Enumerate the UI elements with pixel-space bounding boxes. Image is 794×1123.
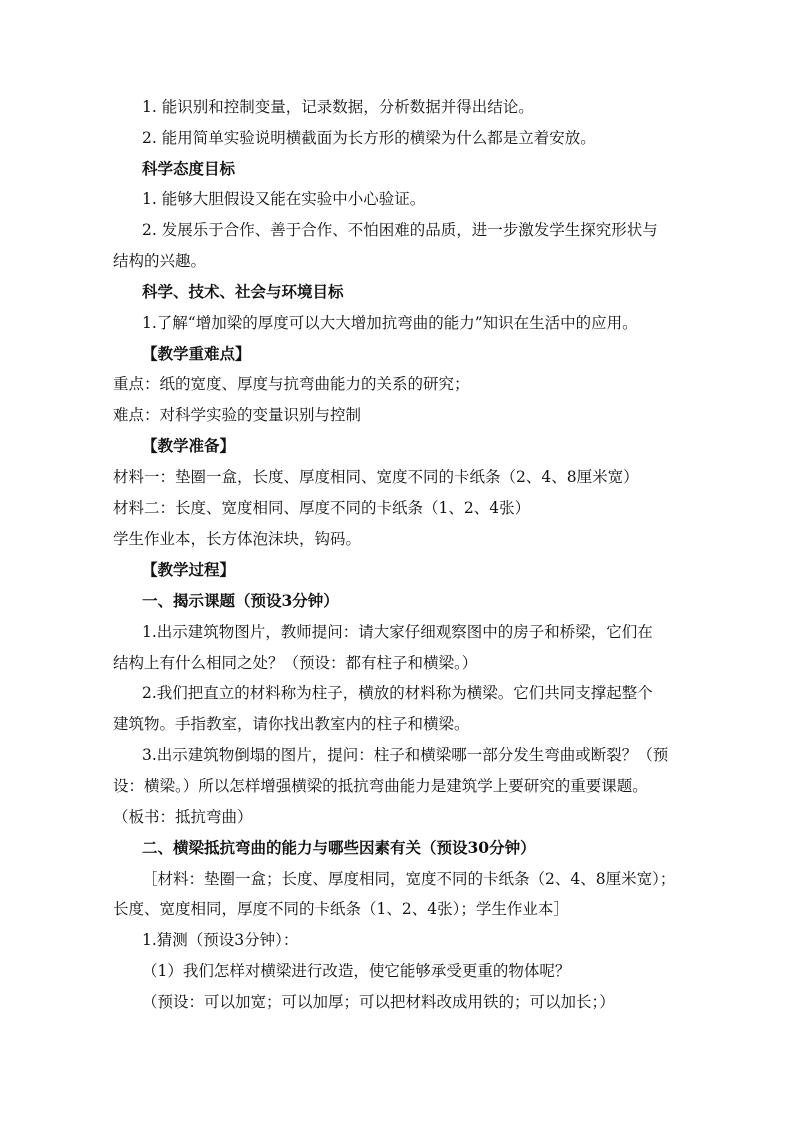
text-line-content: 1.出示建筑物图片，教师提问：请大家仔细观察图中的房子和桥梁，它们在	[142, 623, 653, 641]
text-line-content: 重点：纸的宽度、厚度与抗弯曲能力的关系的研究；	[113, 375, 470, 393]
text-line-content: 科学、技术、社会与环境目标	[142, 282, 344, 301]
text-line-l07	[0, 282, 794, 302]
text-line-content: 材料一：垫圈一盒，长度、厚度相同、宽度不同的卡纸条（2、4、8厘米宽）	[113, 468, 639, 486]
text-line-l04	[0, 189, 794, 209]
text-line-content: （预设：可以加宽；可以加厚；可以把材料改成用铁的；可以加长；）	[142, 993, 615, 1011]
text-line-l06	[0, 251, 794, 271]
text-line-l09	[0, 344, 794, 364]
text-line-content: 1. 能识别和控制变量，记录数据，分析数据并得出结论。	[142, 98, 534, 116]
text-line-content: 设：横梁。）所以怎样增强横梁的抵抗弯曲能力是建筑学上要研究的重要课题。	[113, 777, 648, 795]
text-line-content: 【教学准备】	[142, 436, 236, 455]
text-line-content: 二、横梁抵抗弯曲的能力与哪些因素有关（预设30分钟）	[142, 838, 536, 857]
text-line-l22	[0, 745, 794, 765]
text-line-l01	[0, 97, 794, 117]
text-line-l14	[0, 498, 794, 518]
text-line-l05	[0, 220, 794, 240]
text-line-content: 【教学过程】	[142, 560, 236, 579]
text-line-l03	[0, 159, 794, 179]
text-line-content: （1）我们怎样对横梁进行改造，使它能够承受更重的物体呢？	[142, 962, 571, 980]
text-line-content: 一、揭示课题（预设3分钟）	[142, 591, 339, 610]
text-line-l19	[0, 653, 794, 673]
text-line-content: 2. 发展乐于合作、善于合作、不怕困难的品质，进一步激发学生探究形状与	[142, 221, 658, 239]
text-line-content: （板书：抵抗弯曲）	[113, 808, 253, 826]
text-line-l18	[0, 622, 794, 642]
text-line-l12	[0, 436, 794, 456]
text-line-content: 科学态度目标	[142, 159, 236, 178]
text-line-l08	[0, 313, 794, 333]
text-line-content: 难点：对科学实验的变量识别与控制	[113, 406, 362, 424]
text-line-content: 3.出示建筑物倒塌的图片，提问：柱子和横梁哪一部分发生弯曲或断裂？（预	[142, 746, 669, 764]
text-line-l20	[0, 683, 794, 703]
text-line-content: 1.了解“增加梁的厚度可以大大增加抗弯曲的能力”知识在生活中的应用。	[142, 314, 638, 332]
text-line-l29	[0, 961, 794, 981]
text-line-content: 2. 能用简单实验说明横截面为长方形的横梁为什么都是立着安放。	[142, 129, 596, 147]
text-line-l27	[0, 899, 794, 919]
text-line-l15	[0, 529, 794, 549]
text-line-content: 学生作业本，长方体泡沫块，钩码。	[113, 530, 362, 548]
text-line-l26	[0, 869, 794, 889]
text-line-content: 1.猜测（预设3分钟）：	[142, 931, 299, 949]
text-line-l25	[0, 838, 794, 858]
text-line-l28	[0, 930, 794, 950]
text-line-l23	[0, 776, 794, 796]
text-line-l24	[0, 807, 794, 827]
text-line-l16	[0, 560, 794, 580]
text-line-l10	[0, 374, 794, 394]
text-line-l17	[0, 591, 794, 611]
text-line-content: 结构的兴趣。	[113, 252, 207, 270]
text-line-content: 建筑物。手指教室，请你找出教室内的柱子和横梁。	[113, 715, 470, 733]
text-line-content: 结构上有什么相同之处？（预设：都有柱子和横梁。）	[113, 654, 478, 672]
text-line-l30	[0, 992, 794, 1012]
text-line-l11	[0, 405, 794, 425]
text-line-content: 长度、宽度相同，厚度不同的卡纸条（1、2、4张）；学生作业本］	[113, 900, 569, 918]
text-line-l02	[0, 128, 794, 148]
text-line-content: 材料二：长度、宽度相同、厚度不同的卡纸条（1、2、4张）	[113, 499, 531, 517]
text-line-content: 1. 能够大胆假设又能在实验中小心验证。	[142, 190, 426, 208]
text-line-l13	[0, 467, 794, 487]
text-line-content: ［材料：垫圈一盒；长度、厚度相同，宽度不同的卡纸条（2、4、8厘米宽）；	[142, 870, 676, 888]
text-line-l21	[0, 714, 794, 734]
text-line-content: 【教学重难点】	[142, 344, 251, 363]
text-line-content: 2.我们把直立的材料称为柱子，横放的材料称为横梁。它们共同支撑起整个	[142, 684, 653, 702]
